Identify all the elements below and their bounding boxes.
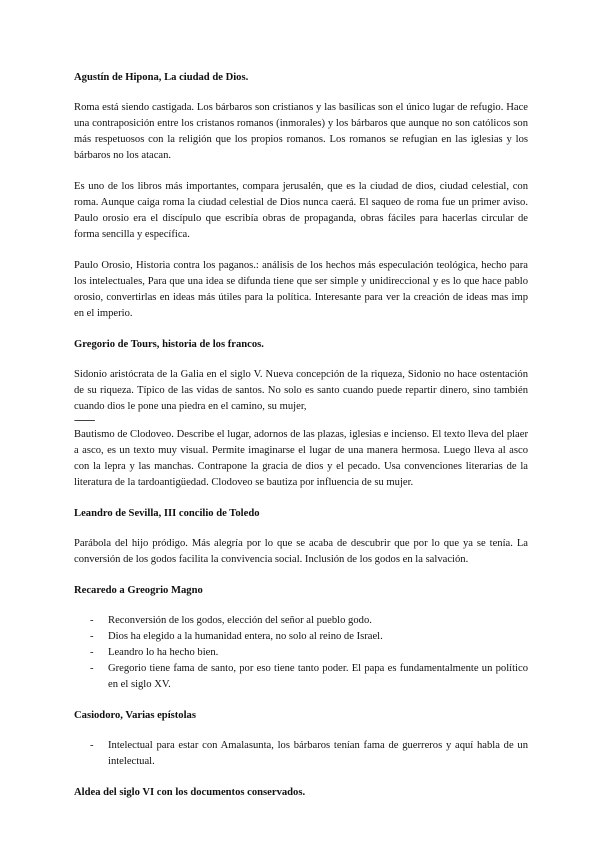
bullet-dash: - — [90, 663, 94, 674]
list-item-text: Reconversión de los godos, elección del señor al pueblo godo. — [108, 615, 372, 626]
heading-leandro: Leandro de Sevilla, III concilio de Toledo — [74, 508, 260, 519]
separator-line: -------- — [74, 415, 95, 426]
heading-recaredo: Recaredo a Greogrio Magno — [74, 585, 203, 596]
bullet-dash: - — [90, 631, 94, 642]
list-item — [74, 738, 528, 770]
list-item — [74, 613, 528, 629]
paragraph: Roma está siendo castigada. Los bárbaros son cristianos y las basílicas son el único lugar de refugio. Hace una contraposición entre los cristanos romanos (inmorales) y los bárbaros que aunque no son católicos son más respetuosos con la religión que los propios romanos. Los romanos se refugian en las iglesias y los bárbaros no los atacan. — [74, 102, 528, 161]
list-item — [74, 661, 528, 693]
heading-aldea: Aldea del siglo VI con los documentos conservados. — [74, 787, 306, 798]
bullet-dash: - — [90, 647, 94, 658]
list-item-text: Leandro lo ha hecho bien. — [108, 647, 219, 658]
bullet-dash: - — [90, 740, 94, 751]
paragraph: Bautismo de Clodoveo. Describe el lugar, adornos de las plazas, iglesias e incienso. El texto lleva del plaer a asco, es un texto muy visual. Permite imaginarse el lugar de una manera hermosa. Luego lleva al asco con la lepra y las manchas. Contrapone la gracia de dios y el pecado. Usa convenciones literarias de la literatura de la tardoantigüedad. Clodoveo se bautiza por influencia de su mujer. — [74, 429, 528, 488]
list-item-text: Gregorio tiene fama de santo, por eso tiene tanto poder. El papa es fundamentalmente un político en el siglo XV. — [108, 663, 528, 690]
bullet-list — [74, 613, 528, 693]
paragraph: Parábola del hijo pródigo. Más alegría por lo que se acaba de descubrir que por lo que ya se tenía. La conversión de los godos facilita la convivencia social. Inclusión de los godos en la salvación. — [74, 538, 528, 565]
list-item-text: Dios ha elegido a la humanidad entera, no solo al reino de Israel. — [108, 631, 383, 642]
list-item — [74, 645, 528, 661]
paragraph: Es uno de los libros más importantes, compara jerusalén, que es la ciudad de dios, ciudad celestial, con roma. Aunque caiga roma la ciudad celestial de Dios nunca caerá. El saqueo de roma fue un primer aviso. Paulo orosio era el discípulo que escribía obras de propaganda, obras fáciles para hacerlas circular de forma sencilla y específica. — [74, 181, 528, 240]
bullet-list — [74, 738, 528, 770]
bullet-dash: - — [90, 615, 94, 626]
heading-agustin: Agustín de Hipona, La ciudad de Dios. — [74, 72, 249, 83]
list-item — [74, 629, 528, 645]
heading-gregorio-tours: Gregorio de Tours, historia de los francos. — [74, 339, 264, 350]
paragraph: Paulo Orosio, Historia contra los paganos.: análisis de los hechos más especulación teológica, hecho para los intelectuales, Para que una idea se difunda tiene que ser simple y unidireccional y es lo que hace pablo orosio, convertirlas en ideas más útiles para la política. Interesante para ver la creación de ideas mas imp en el imperio. — [74, 260, 528, 319]
list-item-text: Intelectual para estar con Amalasunta, los bárbaros tenían fama de guerreros y aquí habla de un intelectual. — [108, 740, 528, 767]
paragraph: Sidonio aristócrata de la Galia en el siglo V. Nueva concepción de la riqueza, Sidonio no hace ostentación de su riqueza. Típico de las vidas de santos. No solo es santo cuando puede repartir dinero, sino también cuando dios le pone una piedra en el camino, su mujer, — [74, 369, 528, 412]
heading-casiodoro: Casiodoro, Varias epístolas — [74, 710, 196, 721]
